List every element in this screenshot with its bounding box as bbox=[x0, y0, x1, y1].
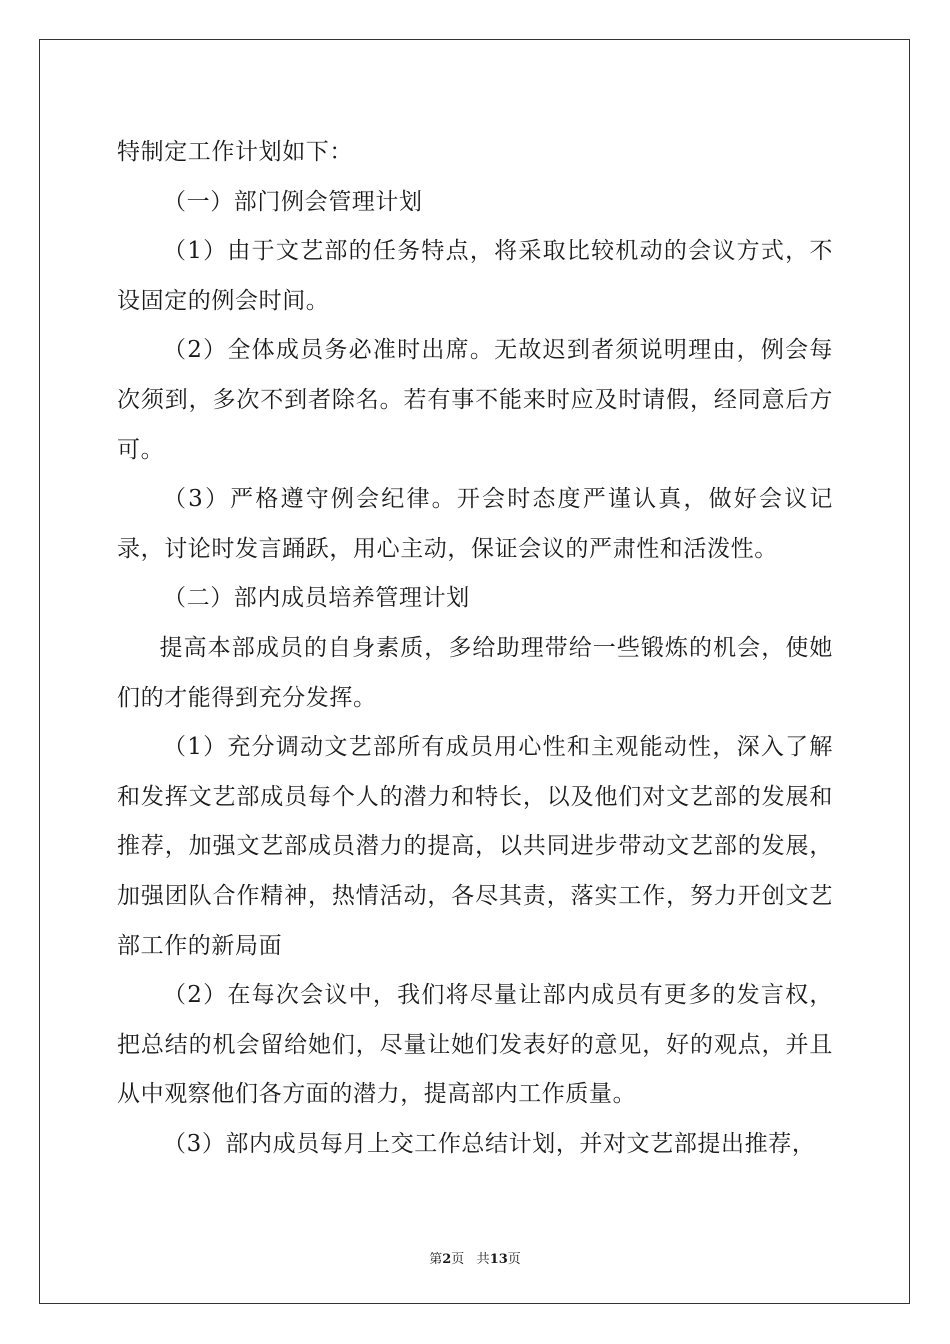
footer-total-suffix: 页 bbox=[507, 1252, 521, 1267]
paragraph-3: （2）全体成员务必准时出席。无故迟到者须说明理由，例会每次须到，多次不到者除名。若有事不能来时应及时请假，经同意后方可。 bbox=[117, 337, 833, 463]
paragraph-2: （1）由于文艺部的任务特点，将采取比较机动的会议方式，不设固定的例会时间。 bbox=[117, 238, 833, 314]
footer-page-number: 2 bbox=[442, 1252, 452, 1267]
footer-total-pages: 13 bbox=[489, 1252, 508, 1267]
paragraph-8: （2）在每次会议中，我们将尽量让部内成员有更多的发言权，把总结的机会留给她们，尽量让她们发表好的意见，好的观点，并且从中观察他们各方面的潜力，提高部内工作质量。 bbox=[117, 982, 833, 1108]
section-heading-2: （二）部内成员培养管理计划 bbox=[163, 585, 470, 612]
paragraph-4: （3）严格遵守例会纪律。开会时态度严谨认真，做好会议记录，讨论时发言踊跃，用心主动，保证会议的严肃性和活泼性。 bbox=[117, 486, 833, 562]
page-footer bbox=[0, 1248, 950, 1267]
paragraph-0: 特制定工作计划如下： bbox=[117, 139, 353, 165]
footer-page-suffix: 页 bbox=[451, 1252, 465, 1267]
footer-total-prefix: 共 bbox=[476, 1252, 490, 1267]
paragraph-7: （1）充分调动文艺部所有成员用心性和主观能动性，深入了解和发挥文艺部成员每个人的潜力和特长，以及他们对文艺部的发展和推荐，加强文艺部成员潜力的提高，以共同进步带动文艺部的发展，加强团队合作精神，热情活动，各尽其责，落实工作，努力开创文艺部工作的新局面 bbox=[117, 734, 833, 959]
footer-prefix: 第 bbox=[429, 1252, 443, 1267]
document-body bbox=[117, 128, 833, 1169]
paragraph-6: 提高本部成员的自身素质，多给助理带给一些锻炼的机会，使她们的才能得到充分发挥。 bbox=[117, 634, 833, 711]
section-heading-1: （一）部门例会管理计划 bbox=[163, 188, 423, 215]
paragraph-9: （3）部内成员每月上交工作总结计划，并对文艺部提出推荐， bbox=[163, 1130, 816, 1157]
